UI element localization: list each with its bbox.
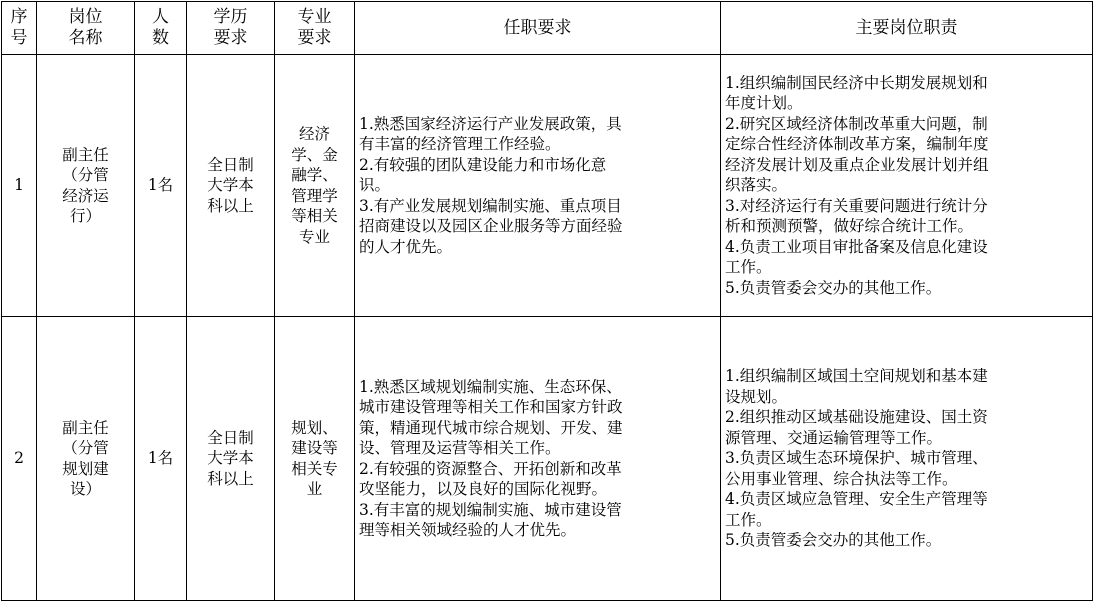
header-major: 专业 要求 — [275, 2, 355, 55]
cell-duties: 1.组织编制国民经济中长期发展规划和 年度计划。 2.研究区域经济体制改革重大问题，制 定综合性经济体制改革方案，编制年度 经济发展计划及重点企业发展计划并组 织落实。 3.对经济运行有关重要问题进行统计分 析和预测预警，做好综合统计工作。 4.负责工业项目审批备案及信息化建设 工作。 5.负责管委会交办的其他工作。 — [721, 55, 1093, 317]
cell-position: 副主任 （分管 经济运 行） — [37, 55, 135, 317]
header-row — [2, 2, 1093, 55]
table-row — [2, 55, 1093, 317]
cell-count: 1名 — [135, 55, 187, 317]
cell-count: 1名 — [135, 317, 187, 601]
cell-education: 全日制 大学本 科以上 — [187, 317, 275, 601]
header-count: 人 数 — [135, 2, 187, 55]
header-position: 岗位 名称 — [37, 2, 135, 55]
cell-requirements: 1.熟悉区域规划编制实施、生态环保、 城市建设管理等相关工作和国家方针政 策，精通现代城市综合规划、开发、建 设、管理及运营等相关工作。 2.有较强的资源整合、开拓创新和改革 攻坚能力，以及良好的国际化视野。 3.有丰富的规划编制实施、城市建设管 理等相关领域经验的人才优先。 — [355, 317, 721, 601]
table-row — [2, 317, 1093, 601]
cell-education: 全日制 大学本 科以上 — [187, 55, 275, 317]
header-requirements: 任职要求 — [355, 2, 721, 55]
cell-requirements: 1.熟悉国家经济运行产业发展政策，具 有丰富的经济管理工作经验。 2.有较强的团队建设能力和市场化意 识。 3.有产业发展规划编制实施、重点项目 招商建设以及园区企业服务等方面经验 的人才优先。 — [355, 55, 721, 317]
header-education: 学历 要求 — [187, 2, 275, 55]
cell-no: 2 — [2, 317, 37, 601]
cell-major: 经济 学、金 融学、 管理学 等相关 专业 — [275, 55, 355, 317]
header-no: 序 号 — [2, 2, 37, 55]
cell-position: 副主任 （分管 规划建 设） — [37, 317, 135, 601]
header-duties: 主要岗位职责 — [721, 2, 1093, 55]
cell-duties: 1.组织编制区域国土空间规划和基本建 设规划。 2.组织推动区域基础设施建设、国土资 源管理、交通运输管理等工作。 3.负责区域生态环境保护、城市管理、 公用事业管理、综合执法等工作。 4.负责区域应急管理、安全生产管理等 工作。 5.负责管委会交办的其他工作。 — [721, 317, 1093, 601]
cell-no: 1 — [2, 55, 37, 317]
recruitment-table — [1, 1, 1093, 601]
cell-major: 规划、 建设等 相关专 业 — [275, 317, 355, 601]
